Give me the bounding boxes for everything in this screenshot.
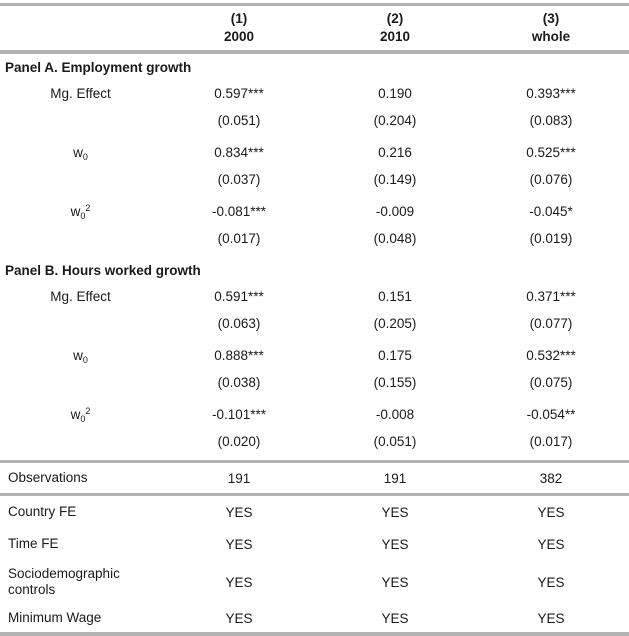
bottom-rule: [0, 632, 629, 636]
std-error: (0.017): [217, 230, 261, 246]
coef-value: 0.597***: [214, 86, 264, 101]
coef-value: -0.045*: [529, 204, 573, 219]
column-header-1: [161, 10, 317, 46]
std-error: (0.017): [529, 433, 573, 449]
table-row: [0, 428, 629, 454]
observations-row: [0, 463, 629, 493]
variable-subscript: 0: [82, 354, 88, 365]
variable-label: [0, 288, 161, 306]
column-period: 2000: [223, 29, 255, 44]
coef-value: 0.216: [378, 145, 412, 160]
variable-base: Mg. Effect: [50, 85, 111, 101]
panel-b-title: Panel B. Hours worked growth: [5, 262, 201, 278]
control-value: YES: [537, 504, 565, 520]
table-row: [0, 166, 629, 192]
coef-value: 0.591***: [214, 289, 264, 304]
coef-value: -0.081***: [211, 204, 267, 219]
control-value: YES: [225, 610, 253, 626]
variable-label: [0, 406, 161, 424]
table-row: [0, 369, 629, 395]
control-value: YES: [381, 610, 409, 626]
std-error: (0.075): [529, 374, 573, 390]
std-error: (0.076): [529, 171, 573, 187]
coef-value: 0.190: [378, 86, 412, 101]
control-value: YES: [225, 536, 253, 552]
variable-label: [0, 203, 161, 221]
column-period: 2010: [379, 29, 411, 44]
table-row: [0, 225, 629, 251]
table-row: [0, 342, 629, 369]
regression-table: [0, 3, 629, 636]
std-error: (0.051): [217, 112, 261, 128]
control-value: YES: [381, 574, 409, 590]
table-row: [0, 107, 629, 133]
control-label: Sociodemographic controls: [8, 566, 120, 597]
table-row: [0, 80, 629, 107]
variable-base: w: [70, 406, 81, 422]
coef-value: -0.009: [375, 204, 415, 219]
table-row: [0, 310, 629, 336]
std-error: (0.020): [217, 433, 261, 449]
observations-label: Observations: [8, 470, 88, 485]
column-period: whole: [531, 29, 571, 44]
table-row: [0, 198, 629, 225]
variable-base: w: [73, 144, 83, 160]
column-number: (1): [230, 11, 248, 26]
std-error: (0.051): [373, 433, 417, 449]
std-error: (0.149): [373, 171, 417, 187]
variable-subscript: 0: [80, 413, 86, 424]
variable-base: Mg. Effect: [50, 288, 111, 304]
variable-base: w: [73, 347, 83, 363]
variable-subscript: 0: [82, 151, 88, 162]
control-row-time-fe: [0, 528, 629, 560]
control-value: YES: [225, 504, 253, 520]
panel-a-title: Panel A. Employment growth: [5, 59, 192, 75]
column-header-2: [317, 10, 473, 46]
variable-subscript: 0: [80, 210, 86, 221]
table-row: [0, 283, 629, 310]
column-number: (3): [542, 11, 560, 26]
control-row-minimum-wage: [0, 604, 629, 632]
std-error: (0.083): [529, 112, 573, 128]
std-error: (0.048): [373, 230, 417, 246]
control-row-country-fe: [0, 496, 629, 528]
coef-value: -0.101***: [211, 407, 267, 422]
table-row: [0, 139, 629, 166]
variable-label: [0, 144, 161, 162]
control-value: YES: [381, 504, 409, 520]
observations-value: 382: [539, 470, 563, 486]
coef-value: 0.175: [378, 348, 412, 363]
control-label: Country FE: [8, 504, 77, 519]
observations-value: 191: [383, 470, 407, 486]
control-row-sociodemographic: [0, 560, 629, 604]
control-value: YES: [537, 574, 565, 590]
control-label: Time FE: [8, 536, 59, 551]
control-value: YES: [225, 574, 253, 590]
std-error: (0.155): [373, 374, 417, 390]
control-value: YES: [537, 536, 565, 552]
variable-superscript: 2: [85, 202, 91, 213]
std-error: (0.038): [217, 374, 261, 390]
std-error: (0.037): [217, 171, 261, 187]
coef-value: -0.008: [375, 407, 415, 422]
coef-value: 0.834***: [214, 145, 264, 160]
variable-label: [0, 347, 161, 365]
std-error: (0.063): [217, 315, 261, 331]
std-error: (0.019): [529, 230, 573, 246]
table-row: [0, 401, 629, 428]
std-error: (0.077): [529, 315, 573, 331]
table-header-row: [0, 6, 629, 50]
variable-label: [0, 85, 161, 103]
coef-value: 0.525***: [526, 145, 576, 160]
coef-value: 0.371***: [526, 289, 576, 304]
control-label: Minimum Wage: [8, 610, 102, 625]
variable-superscript: 2: [85, 405, 91, 416]
observations-value: 191: [227, 470, 251, 486]
control-value: YES: [381, 536, 409, 552]
control-value: YES: [537, 610, 565, 626]
column-header-3: [473, 10, 629, 46]
coef-value: 0.888***: [214, 348, 264, 363]
coef-value: 0.151: [378, 289, 412, 304]
coef-value: 0.532***: [526, 348, 576, 363]
coef-value: -0.054**: [526, 407, 576, 422]
std-error: (0.205): [373, 315, 417, 331]
coef-value: 0.393***: [526, 86, 576, 101]
std-error: (0.204): [373, 112, 417, 128]
variable-base: w: [70, 203, 81, 219]
column-number: (2): [386, 11, 404, 26]
